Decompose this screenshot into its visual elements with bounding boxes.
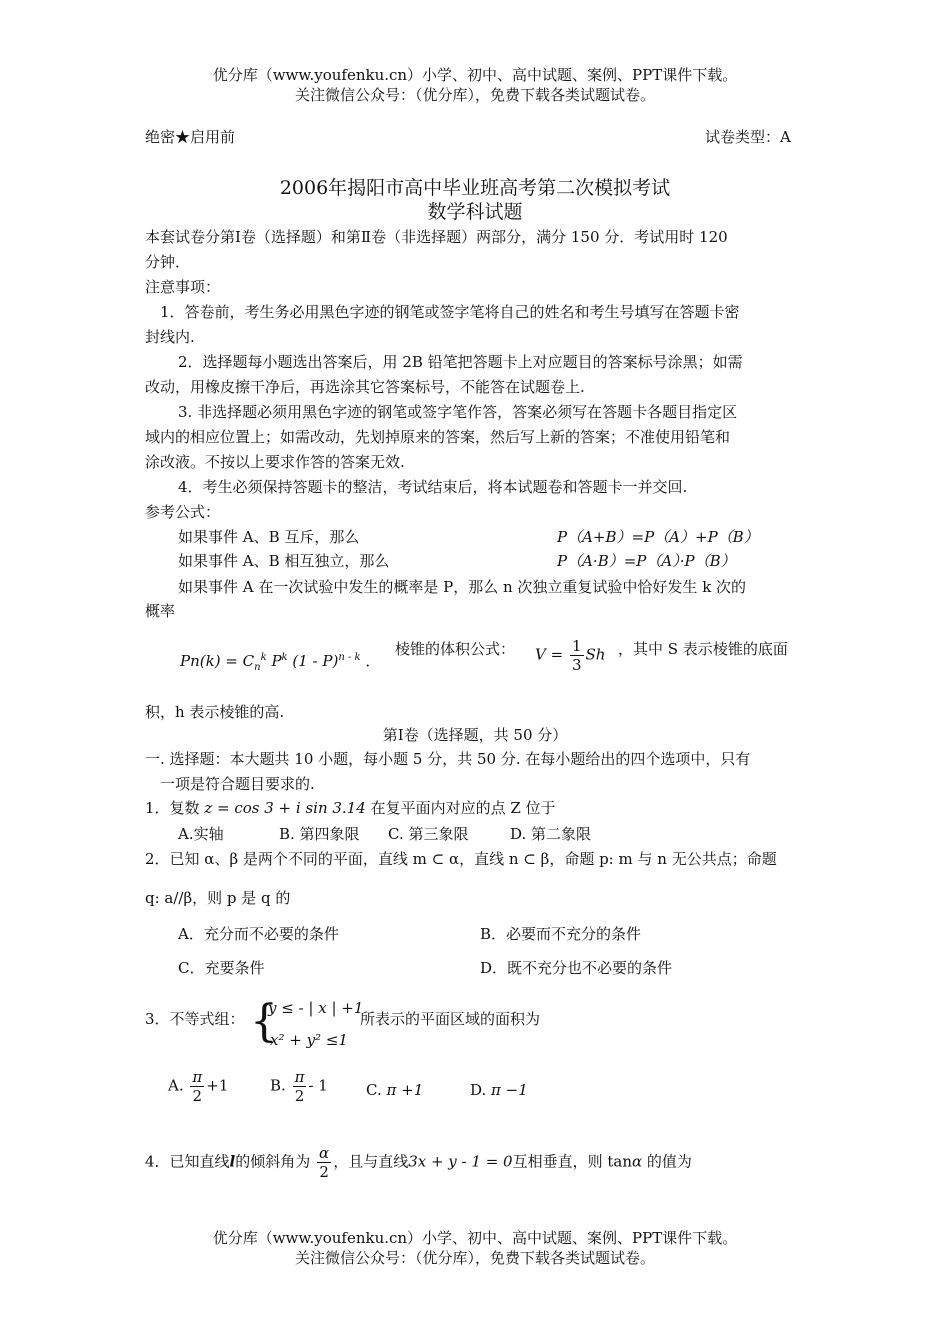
header-line-2: 关注微信公众号：（优分库），免费下载各类试题试卷。 [294, 86, 655, 104]
formula-1-text: 如果事件 A、B 互斥，那么 [178, 528, 360, 546]
q2-option-b[interactable]: B．必要而不充分的条件 [480, 925, 642, 943]
q3-option-b[interactable] [270, 1068, 328, 1105]
q3-option-d-label: D. [470, 1081, 487, 1099]
q4-den: 2 [319, 1163, 329, 1181]
q3-option-d-expr: π −1 [491, 1081, 528, 1099]
section-1-title: 第Ⅰ卷（选择题，共 50 分） [382, 726, 568, 744]
q2-option-a[interactable]: A．充分而不必要的条件 [178, 925, 339, 943]
question-1-stem [145, 798, 556, 818]
q4-alpha: α [632, 1152, 643, 1171]
page-subtitle: 数学科试题 [427, 201, 523, 223]
binomial-paren: (1 - P) [292, 652, 339, 670]
note-3-cont-2: 涂改液。不按以上要求作答的答案无效. [145, 453, 405, 471]
q1-expr: z = cos 3 + i sin 3.14 [204, 799, 366, 817]
formula-heading: 参考公式： [145, 503, 221, 521]
q2-option-d[interactable]: D．既不充分也不必要的条件 [480, 959, 673, 977]
q3-option-b-frac [293, 1068, 307, 1105]
question-4-stem [145, 1144, 692, 1181]
q1-option-d[interactable]: D. 第二象限 [510, 825, 592, 843]
note-2: 2．选择题每小题选出答案后，用 2B 铅笔把答题卡上对应题目的答案标号涂黑；如需 [178, 353, 743, 371]
question-3-suffix: 所表示的平面区域的面积为 [360, 1010, 541, 1028]
q3-option-b-tail: - 1 [308, 1076, 328, 1095]
q4-num: α [319, 1144, 330, 1162]
q4-mid-2: ，且与直线 [333, 1152, 409, 1171]
q3-option-a[interactable] [168, 1068, 228, 1105]
note-1: 1．答卷前，考生务必用黑色字迹的钢笔或签字笔将自己的姓名和考生号填写在答题卡密 [160, 303, 740, 321]
note-3: 3. 非选择题必须用黑色字迹的钢笔或签字笔作答，答案必须写在答题卡各题目指定区 [178, 403, 738, 421]
formula-3-cont: 概率 [145, 602, 176, 620]
q4-line-l: l [229, 1152, 236, 1171]
cone-den: 3 [571, 656, 582, 674]
question-2-stem: 2．已知 α、β 是两个不同的平面，直线 m ⊂ α，直线 n ⊂ β，命题 p: m 与 n 无公共点；命题 [145, 850, 777, 868]
cone-fraction [570, 637, 584, 674]
section-1-intro: 一. 选择题：本大题共 10 小题，每小题 5 分，共 50 分. 在每小题给出的四个选项中，只有 [145, 750, 751, 768]
footer-line-1: 优分库（www.youfenku.cn）小学、初中、高中试题、案例、PPT课件下载。 [212, 1229, 738, 1247]
cone-tail-cont: 积，h 表示棱锥的高. [145, 703, 285, 721]
note-3-cont: 域内的相应位置上；如需改动，先划掉原来的答案，然后写上新的答案；不准使用铅笔和 [145, 428, 731, 446]
cone-num: 1 [571, 637, 582, 655]
intro-line-1: 本套试卷分第Ⅰ卷（选择题）和第Ⅱ卷（非选择题）两部分，满分 150 分．考试用时 120 [145, 228, 728, 246]
intro-line-2: 分钟． [145, 253, 191, 271]
cone-tail: ，其中 S 表示棱锥的底面 [618, 640, 788, 658]
q3-option-b-den: 2 [294, 1087, 305, 1105]
q4-mid-3: 互相垂直，则 tan [512, 1152, 632, 1171]
cone-sh: Sh [585, 645, 606, 664]
binomial-lhs: Pn(k) = [180, 652, 238, 670]
formula-1: P（A+B）=P（A）+P（B） [557, 528, 759, 546]
q3-option-a-frac [190, 1068, 204, 1105]
notice-heading: 注意事项： [145, 278, 221, 296]
formula-2-text: 如果事件 A、B 相互独立，那么 [178, 552, 390, 570]
binomial-c: C [242, 652, 255, 670]
q4-fraction [317, 1144, 331, 1181]
q1-option-c[interactable]: C. 第三象限 [388, 825, 469, 843]
formula-2: P（A·B）=P（A）·P（B） [557, 552, 736, 570]
q4-suffix: 的值为 [642, 1152, 692, 1171]
q2-option-c[interactable]: C．充要条件 [178, 959, 265, 977]
q1-option-a[interactable]: A.实轴 [178, 825, 224, 843]
q3-inequality-1: y ≤ - | x | +1 [268, 999, 364, 1017]
q4-prefix: 4．已知直线 [145, 1152, 230, 1171]
note-2-cont: 改动，用橡皮擦干净后，再选涂其它答案标号，不能答在试题卷上. [145, 378, 585, 396]
section-1-intro-cont: 一项是符合题目要求的. [160, 775, 315, 793]
cone-label: 棱锥的体积公式： [395, 640, 516, 658]
note-1-cont: 封线内. [145, 328, 195, 346]
q3-option-b-num: π [294, 1068, 305, 1086]
page-title: 2006年揭阳市高中毕业班高考第二次模拟考试 [279, 177, 671, 199]
system-brace: { [250, 996, 278, 1047]
footer-line-2: 关注微信公众号：（优分库），免费下载各类试题试卷。 [294, 1249, 655, 1267]
q3-option-d[interactable] [470, 1080, 528, 1100]
cone-lhs: V = [535, 645, 564, 664]
q3-option-a-num: π [192, 1068, 203, 1086]
q4-expr: 3x + y - 1 = 0 [408, 1152, 513, 1171]
q3-option-c-expr: π +1 [386, 1081, 424, 1099]
q3-option-b-label: B. [270, 1076, 286, 1095]
secret-label: 绝密★启用前 [145, 128, 236, 146]
note-4: 4．考生必须保持答题卡的整洁，考试结束后，将本试题卷和答题卡一并交回. [178, 478, 688, 496]
q3-option-a-tail: +1 [206, 1076, 229, 1095]
q1-option-b[interactable]: B. 第四象限 [279, 825, 360, 843]
question-2-stem-cont: q: a//β，则 p 是 q 的 [145, 889, 291, 907]
q1-suffix: 在复平面内对应的点 Z 位于 [370, 799, 556, 817]
q3-option-a-label: A. [168, 1076, 184, 1095]
q3-inequality-2: x² + y² ≤1 [270, 1031, 348, 1049]
binomial-p: P [271, 652, 282, 670]
q4-mid: 的倾斜角为 [235, 1152, 311, 1171]
formula-3-text: 如果事件 A 在一次试验中发生的概率是 P，那么 n 次独立重复试验中恰好发生 k 次的 [178, 578, 747, 596]
q3-option-a-den: 2 [192, 1087, 203, 1105]
q3-option-c-label: C. [366, 1081, 382, 1099]
question-3-prefix: 3．不等式组： [145, 1010, 245, 1028]
binomial-dot: ． [365, 652, 381, 670]
cone-formula [535, 637, 605, 674]
binomial-formula: $Pn(k) = C_n^k$ $P^k$ (1 - P)$^{n - k}$ ． [180, 652, 381, 673]
header-line-1: 优分库（www.youfenku.cn）小学、初中、高中试题、案例、PPT课件下载。 [212, 66, 738, 84]
paper-type: 试卷类型：A [705, 128, 791, 146]
q3-option-c[interactable] [366, 1080, 423, 1100]
q1-prefix: 1．复数 [145, 799, 200, 817]
